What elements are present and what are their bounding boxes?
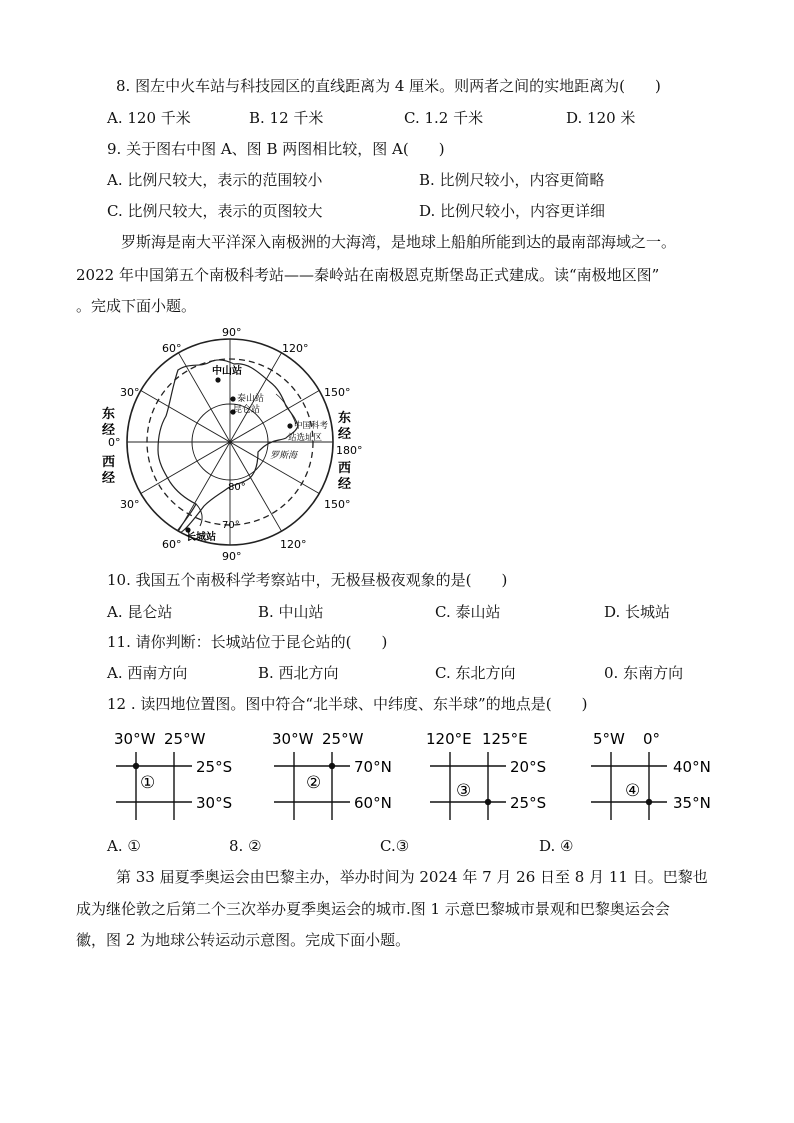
grid4-lat2: 35°N [673, 794, 711, 812]
grid1-lat1: 25°S [196, 758, 233, 776]
q10-option-c: C. 泰山站 [435, 603, 501, 621]
east-left-2: 经 [102, 423, 116, 438]
station-qinling-label-2: 站选址区 [288, 433, 323, 443]
west-left-2: 经 [102, 471, 116, 486]
grid1-lat2: 30°S [196, 794, 233, 812]
grid2-mark: ② [306, 773, 322, 793]
grid1-mark: ① [140, 773, 156, 793]
q10-stem: 10. 我国五个南极科学考察站中，无极昼极夜观象的是( ) [107, 571, 508, 589]
q10-option-a: A. 昆仑站 [107, 603, 173, 621]
lon-90-bottom: 90° [222, 550, 242, 562]
q8-stem: 8. 图左中火车站与科技园区的直线距离为 4 厘米。则两者之间的实地距离为( ) [116, 77, 661, 95]
passage1-line2: 2022 年中国第五个南极科考站——秦岭站在南极恩克斯堡岛正式建成。读“南极地区图” [76, 266, 660, 284]
station-zhongshan-label: 中山站 [212, 366, 242, 377]
passage1-line1: 罗斯海是南大平洋深入南极洲的大海湾，是地球上船舶所能到达的最南部海域之一。 [121, 233, 677, 251]
lon-150-br: 150° [324, 498, 351, 511]
q11-option-b: B. 西北方向 [258, 664, 339, 682]
passage2-line1: 第 33 届夏季奥运会由巴黎主办，举办时间为 2024 年 7 月 26 日至 8 月 11 日。巴黎也 [116, 868, 708, 886]
grid3-lon1: 120°E [426, 730, 472, 748]
lon-120-br: 120° [280, 538, 307, 551]
west-left-1: 西 [102, 455, 116, 470]
q10-option-d: D. 长城站 [604, 603, 671, 621]
q12-option-a: A. ① [107, 837, 141, 855]
station-changcheng-label: 长城站 [186, 532, 216, 543]
antarctic-map [100, 322, 370, 562]
q12-stem: 12 . 读四地位置图。图中符合“北半球、中纬度、东半球”的地点是( ) [107, 695, 588, 713]
q10-option-b: B. 中山站 [258, 603, 324, 621]
east-right-1: 东 [338, 411, 352, 426]
passage2-line2: 成为继伦敦之后第二个三次举办夏季奥运会的城市.图 1 示意巴黎城市景观和巴黎奥运会会 [76, 900, 670, 918]
q9-option-b: B. 比例尺较小，内容更简略 [419, 171, 605, 189]
q12-option-b: 8. ② [229, 837, 262, 855]
grid3-lat1: 20°S [510, 758, 547, 776]
lon-30-bl: 30° [120, 498, 140, 511]
grid4-mark: ④ [625, 781, 641, 801]
grid2-lat2: 60°N [354, 794, 392, 812]
east-right-2: 经 [338, 427, 352, 442]
passage1-line3: 。完成下面小题。 [76, 297, 197, 315]
q8-option-a: A. 120 千米 [107, 109, 191, 127]
station-kunlun-label: 昆仑站 [233, 405, 261, 415]
grid4-lon1: 5°W [593, 730, 625, 748]
q8-option-c: C. 1.2 千米 [404, 109, 484, 127]
taishan-dot [230, 396, 235, 401]
grid-diagram-2 [268, 724, 408, 824]
qinling-dot [287, 423, 292, 428]
lon-30-l: 30° [120, 386, 140, 399]
lat-70-label: 70° [222, 520, 240, 531]
grid-diagram-1 [110, 724, 250, 824]
q8-option-d: D. 120 米 [566, 109, 636, 127]
station-qinling-label-1: 中国科考 [294, 421, 329, 431]
grid-diagram-3 [424, 724, 564, 824]
passage2-line3: 徽，图 2 为地球公转运动示意图。完成下面小题。 [76, 931, 411, 949]
q8-option-b: B. 12 千米 [249, 109, 324, 127]
east-left-1: 东 [102, 407, 116, 422]
q11-option-a: A. 西南方向 [107, 664, 188, 682]
lon-0: 0° [108, 436, 121, 449]
grid2-lon2: 25°W [322, 730, 364, 748]
q9-stem: 9. 关于图右中图 A、图 B 两图相比较，图 A( ) [107, 140, 445, 158]
grid1-lon2: 25°W [164, 730, 206, 748]
lon-60-tl: 60° [162, 342, 182, 355]
q11-option-d: 0. 东南方向 [604, 664, 684, 682]
station-taishan-label: 泰山站 [237, 394, 265, 404]
grid4-lat1: 40°N [673, 758, 711, 776]
grid1-lon1: 30°W [114, 730, 156, 748]
grid2-lon1: 30°W [272, 730, 314, 748]
q9-option-a: A. 比例尺较大，表示的范围较小 [107, 171, 323, 189]
grid3-lat2: 25°S [510, 794, 547, 812]
q9-option-d: D. 比例尺较小，内容更详细 [419, 202, 606, 220]
q11-option-c: C. 东北方向 [435, 664, 516, 682]
lat-80-label: 80° [228, 482, 246, 493]
ross-sea-label: 罗斯海 [270, 451, 298, 461]
q11-stem: 11. 请你判断：长城站位于昆仑站的( ) [107, 633, 388, 651]
lon-150-r: 150° [324, 386, 351, 399]
west-right-2: 经 [338, 477, 352, 492]
lon-120-tr: 120° [282, 342, 309, 355]
lon-90-top: 90° [222, 326, 242, 339]
west-right-1: 西 [338, 461, 352, 476]
grid3-lon2: 125°E [482, 730, 528, 748]
grid4-lon2: 0° [643, 730, 661, 748]
q9-option-c: C. 比例尺较大，表示的页图较大 [107, 202, 323, 220]
lon-180: 180° [336, 444, 363, 457]
grid3-mark: ③ [456, 781, 472, 801]
lon-60-bl: 60° [162, 538, 182, 551]
grid-diagram-4 [585, 724, 725, 824]
q12-option-c: C.③ [380, 837, 410, 855]
zhongshan-dot [215, 377, 220, 382]
q12-option-d: D. ④ [539, 837, 574, 855]
grid2-lat1: 70°N [354, 758, 392, 776]
